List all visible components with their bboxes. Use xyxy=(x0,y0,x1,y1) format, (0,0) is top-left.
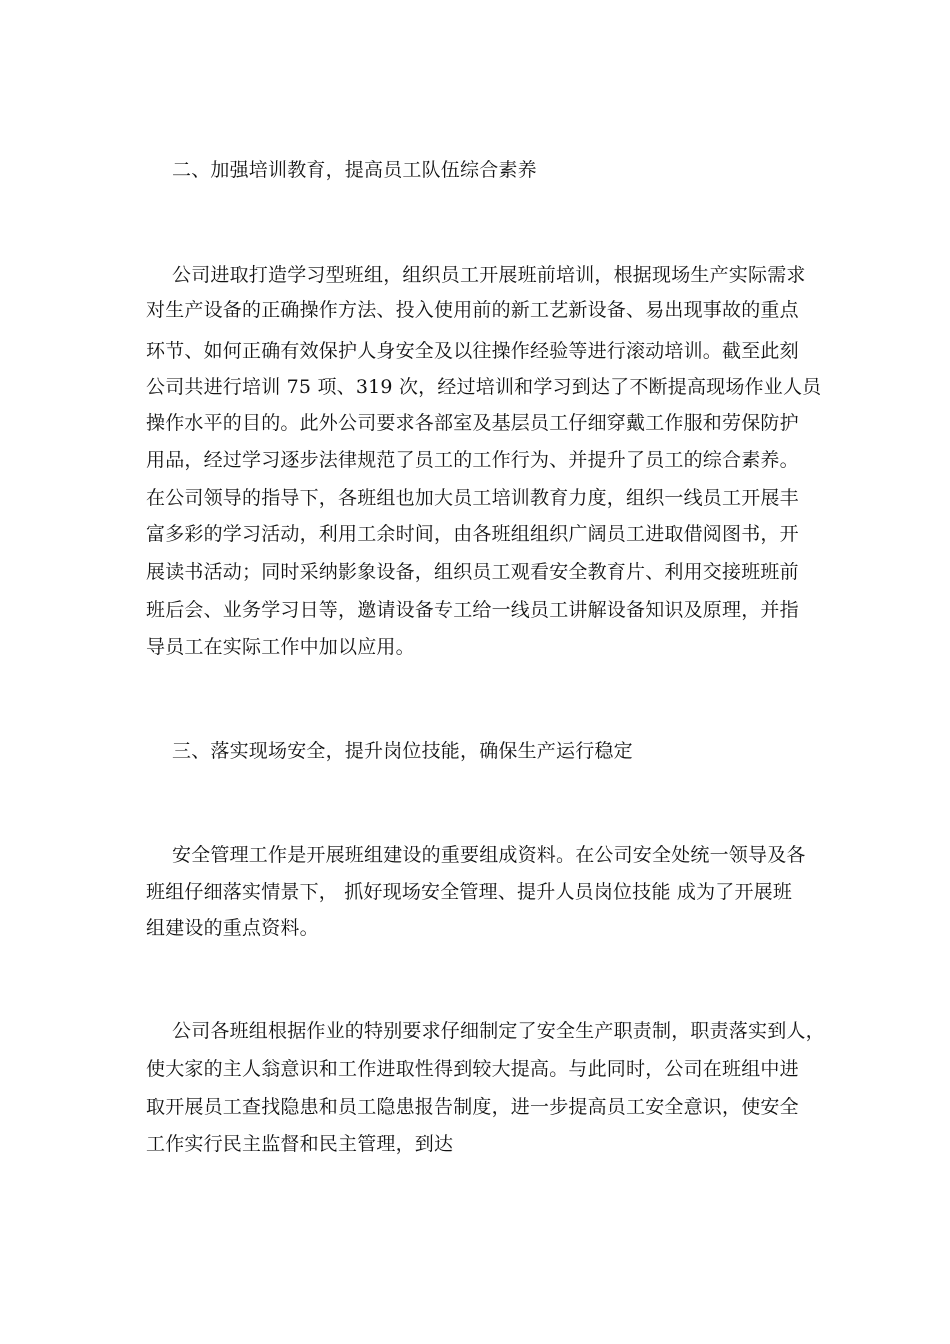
paragraph-line: 操作水平的目的。此外公司要求各部室及基层员工仔细穿戴工作服和劳保防护 xyxy=(146,412,799,434)
paragraph-line: 在公司领导的指导下，各班组也加大员工培训教育力度，组织一线员工开展丰 xyxy=(146,487,799,509)
paragraph-line: 环节、如何正确有效保护人身安全及以往操作经验等进行滚动培训。截至此刻 xyxy=(146,340,799,362)
paragraph-line: 公司共进行培训 75 项、319 次，经过培训和学习到达了不断提高现场作业人员 xyxy=(146,376,822,398)
paragraph-line: 公司各班组根据作业的特别要求仔细制定了安全生产职责制，职责落实到人， xyxy=(172,1020,825,1042)
paragraph-line: 用品，经过学习逐步法律规范了员工的工作行为、并提升了员工的综合素养。 xyxy=(146,449,799,471)
paragraph-line: 展读书活动；同时采纳影象设备，组织员工观看安全教育片、利用交接班班前 xyxy=(146,561,799,583)
paragraph-line: 导员工在实际工作中加以应用。 xyxy=(146,636,415,658)
paragraph-line: 取开展员工查找隐患和员工隐患报告制度，进一步提高员工安全意识，使安全 xyxy=(146,1096,799,1118)
paragraph-line: 对生产设备的正确操作方法、投入使用前的新工艺新设备、易出现事故的重点 xyxy=(146,299,799,321)
paragraph-line: 公司进取打造学习型班组，组织员工开展班前培训，根据现场生产实际需求 xyxy=(172,264,806,286)
section-heading-safety: 三、落实现场安全，提升岗位技能，确保生产运行稳定 xyxy=(172,740,633,762)
paragraph-line: 班组仔细落实情景下， 抓好现场安全管理、提升人员岗位技能 成为了开展班 xyxy=(146,881,793,903)
paragraph-line: 工作实行民主监督和民主管理，到达 xyxy=(146,1133,454,1155)
paragraph-line: 组建设的重点资料。 xyxy=(146,917,319,939)
paragraph-line: 富多彩的学习活动，利用工余时间，由各班组组织广阔员工进取借阅图书，开 xyxy=(146,523,799,545)
paragraph-line: 班后会、业务学习日等，邀请设备专工给一线员工讲解设备知识及原理，并指 xyxy=(146,599,799,621)
paragraph-line: 使大家的主人翁意识和工作进取性得到较大提高。与此同时，公司在班组中进 xyxy=(146,1058,799,1080)
section-heading-training: 二、加强培训教育，提高员工队伍综合素养 xyxy=(172,159,537,181)
paragraph-line: 安全管理工作是开展班组建设的重要组成资料。在公司安全处统一领导及各 xyxy=(172,844,806,866)
